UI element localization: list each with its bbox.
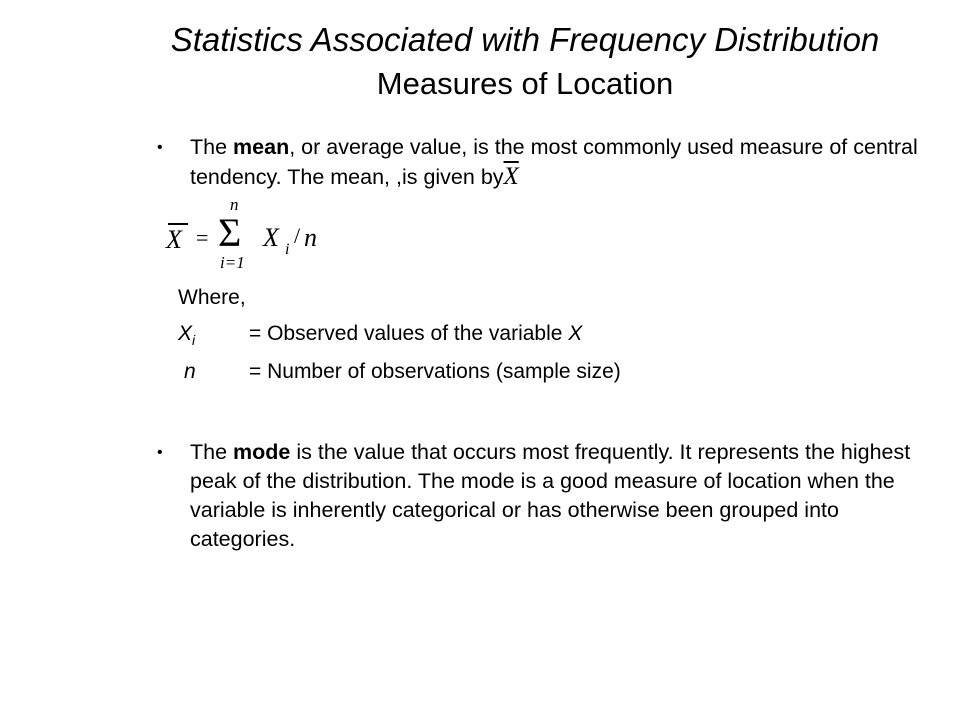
- bullet-mode-text: is the value that occurs most frequently. It represents the highest peak of the distribution. The mode is a good measure of location when the variable is inherently categorical or has otherwise been grouped into categories.: [190, 440, 911, 551]
- formula-divisor: n: [304, 223, 317, 252]
- bullet-mode: [157, 438, 930, 554]
- formula-term: X: [263, 223, 279, 252]
- formula-slash: /: [294, 223, 301, 248]
- bullet-mean: [157, 133, 930, 192]
- title-line-1: Statistics Associated with Frequency Distribution: [170, 21, 880, 58]
- bullet-mean-text: , or average value, is the most commonly used measure of central tendency. The mean, ,is given by: [190, 135, 918, 189]
- formula-lower-limit: i=1: [220, 253, 245, 272]
- formula-equals: =: [196, 225, 209, 250]
- definition-xi-text: = Observed values of the variable X: [249, 322, 583, 345]
- bullet-mode-prefix: The: [190, 440, 234, 464]
- definition-xi-symbol: $X_i$: [178, 322, 196, 349]
- mean-symbol: $\overline{X}$: [503, 163, 519, 190]
- bullet-dot: •: [157, 444, 163, 461]
- formula-term-subscript: i: [285, 241, 290, 258]
- bullet-mean-prefix: The: [190, 135, 234, 159]
- bullet-mode-bold: mode: [233, 440, 291, 464]
- mean-formula: [162, 195, 382, 275]
- bullet-mean-bold: mean: [233, 135, 290, 159]
- where-label: Where,: [178, 286, 246, 309]
- bullet-dot: •: [157, 139, 163, 156]
- definition-n-symbol: n: [184, 360, 196, 383]
- formula-upper-limit: n: [230, 195, 239, 214]
- formula-lhs: X: [166, 225, 182, 254]
- title-line-2: Measures of Location: [376, 66, 674, 101]
- slide-title: [0, 18, 960, 106]
- definition-n-text: = Number of observations (sample size): [249, 360, 621, 383]
- formula-sigma: Σ: [218, 210, 242, 255]
